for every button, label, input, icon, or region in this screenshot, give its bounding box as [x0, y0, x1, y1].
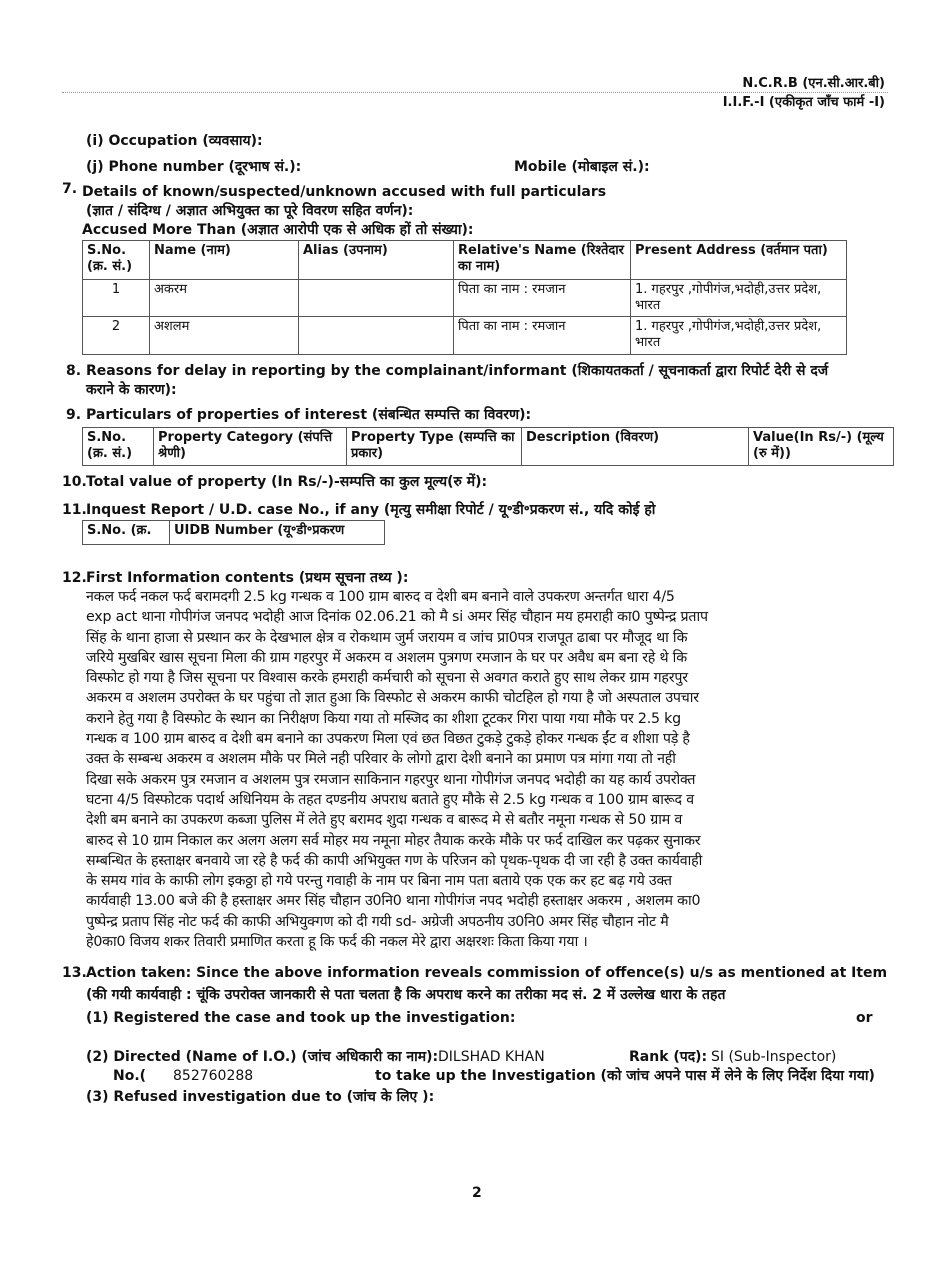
section7-subtitle: (ज्ञात / संदिग्ध / अज्ञात अभियुक्त का पूरे विवरण सहित वर्णन): — [86, 203, 414, 219]
fir-line: कराने हेतु गया है विस्फोट के स्थान का निरीक्षण किया गया तो मस्जिद का शीशा टूटकर गिरा पाया गया मौके पर 2.5 kg — [86, 710, 681, 727]
accused-sno: 2 — [83, 317, 150, 355]
action-item-3: (3) Refused investigation due to (जांच के लिए ): — [86, 1089, 435, 1105]
mobile-label: Mobile (मोबाइल सं.): — [514, 159, 650, 175]
property-header-type: Property Type (सम्पत्ति का प्रकार) — [347, 428, 522, 466]
section10-number: 10. — [62, 474, 87, 490]
or-label: or — [856, 1010, 873, 1026]
section8-number: 8. — [66, 363, 82, 379]
accused-header-relative: Relative's Name (रिश्तेदार का नाम) — [454, 241, 631, 280]
io-name: DILSHAD KHAN — [438, 1049, 545, 1065]
accused-table — [82, 240, 847, 355]
section13-title: Action taken: Since the above information reveals commission of offence(s) u/s as mentioned at Item — [86, 965, 888, 981]
accused-header-address: Present Address (वर्तमान पता) — [631, 241, 847, 280]
rank-value: SI (Sub-Inspector) — [711, 1049, 837, 1065]
fir-line: जरिये मुखबिर खास सूचना मिला की ग्राम गहरपुर में अकरम व अशलम पुत्रगण रमजान के घर पर अवैध बम बना रहे थे कि — [86, 649, 687, 666]
fir-line: पुष्पेन्द्र प्रताप सिंह नोट फर्द की काफी अभियुक्गण को दी गयी sd- अग्रेजी अपठनीय उ0नि0 अमर सिंह चौहान नोट मै — [86, 913, 669, 930]
section11-title: Inquest Report / U.D. case No., if any (मृत्यु समीक्षा रिपोर्ट / यू॰डी॰प्रकरण सं., यदि कोई हो — [86, 502, 656, 518]
occupation-label: (i) Occupation (व्यवसाय): — [86, 133, 263, 149]
no-label: No.( — [113, 1068, 147, 1084]
accused-sno: 1 — [83, 280, 150, 317]
phone-label: (j) Phone number (दूरभाष सं.): — [86, 159, 302, 175]
section10-title: Total value of property (In Rs/-)-सम्पत्ति का कुल मूल्य(रु में): — [86, 474, 488, 490]
fir-line: अकरम व अशलम उपरोक्त के घर पहुंचा तो ज्ञात हुआ कि विस्फोट से अकरम काफी चोटहिल हो गया है जो अस्पताल उपचार — [86, 690, 699, 707]
inquest-header-uidb: UIDB Number (यू॰डी॰प्रकरण — [170, 521, 385, 545]
section11-number: 11. — [62, 502, 87, 518]
fir-line: exp act थाना गोपीगंज जनपद भदोही आज दिनांक 02.06.21 को मै si अमर सिंह चौहान मय हमराही का0 पुष्पेन्द्र प्रताप — [86, 609, 708, 626]
table-row — [83, 317, 847, 355]
section7-title: Details of known/suspected/unknown accused with full particulars — [82, 184, 607, 200]
section13-subtitle: (की गयी कार्यवाही : चूंकि उपरोक्त जानकारी से पता चलता है कि अपराध करने का तरीका मद सं. 2 में उल्लेख धारा के तहत — [86, 987, 726, 1003]
property-header-description: Description (विवरण) — [522, 428, 749, 466]
section8-title: Reasons for delay in reporting by the complainant/informant (शिकायतकर्ता / सूचनाकर्ता द्वारा रिपोर्ट देरी से दर्ज — [86, 363, 829, 379]
fir-line: देशी बम बनाने का उपकरण कब्जा पुलिस में लेते हुए बरामद शुदा गन्धक व बारूद मे से बतौर नमूना गन्धक से 50 ग्राम व — [86, 812, 683, 829]
accused-header-sno: S.No.(क्र. सं.) — [83, 241, 150, 280]
fir-line: दिखा सके अकरम पुत्र रमजान व अशलम पुत्र रमजान साकिनान गहरपुर थाना गोपीगंज जनपद भदोही का यह कार्य उपरोक्त — [86, 771, 696, 788]
io-number: 852760288 — [173, 1068, 254, 1084]
fir-line: सम्बन्धित के हस्ताक्षर बनवाये जा रहे है फर्द की कापी अभियुक्त गण के परिजन को पृथक-पृथक दी जा रही है उक्त कार्यवाही — [86, 852, 703, 869]
section13-number: 13. — [62, 965, 87, 981]
table-row — [83, 280, 847, 317]
page-number: 2 — [472, 1185, 482, 1201]
accused-address: 1. गहरपुर ,गोपीगंज,भदोही,उत्तर प्रदेश, भारत — [631, 317, 847, 355]
fir-line: हे0का0 विजय शकर तिवारी प्रमाणित करता हू कि फर्द की नकल मेरे द्वारा अक्षरशः किता किया गया । — [86, 934, 588, 951]
property-header-category: Property Category (संपत्ति श्रेणी) — [154, 428, 347, 466]
fir-contents — [86, 587, 886, 952]
fir-line: उक्त के सम्बन्ध अकरम व अशलम मौके पर मिले नही परिवार के लोगो द्वारा देशी बनाने का प्रमाण पत्र मांगा गया तो नही — [86, 751, 676, 768]
fir-line: नकल फर्द नकल फर्द बरामदगी 2.5 kg गन्धक व 100 ग्राम बारुद व देशी बम बनाने वाले उपकरण अन्तर्गत धारा 4/5 — [86, 589, 675, 605]
accused-more-than: Accused More Than (अज्ञात आरोपी एक से अधिक हों तो संख्या): — [82, 222, 474, 238]
fir-line: विस्फोट हो गया है जिस सूचना पर विश्वास करके हमराही कर्मचारी को सूचना से अवगत कराते हुए साथ लेकर ग्राम गहरपुर — [86, 670, 688, 687]
fir-line: गन्धक व 100 ग्राम बारुद व देशी बम बनाने का उपकरण मिला एवं छत विछत टुकड़े टुकड़े होकर गन्धक ईंट व शीशा पड़े है — [86, 731, 690, 748]
section9-title: Particulars of properties of interest (संबन्धित सम्पत्ति का विवरण): — [86, 407, 532, 423]
property-header-value: Value(In Rs/-) (मूल्य (रु में)) — [749, 428, 894, 466]
property-table — [82, 427, 894, 466]
accused-header-alias: Alias (उपनाम) — [299, 241, 454, 280]
property-header-sno: S.No. (क्र. सं.) — [83, 428, 154, 466]
inquest-header-sno: S.No. (क्र. — [83, 521, 170, 545]
section8-title-cont: कराने के कारण): — [86, 382, 177, 398]
action-item-2: (2) Directed (Name of I.O.) (जांच अधिकारी का नाम): — [86, 1049, 439, 1065]
accused-alias — [299, 280, 454, 317]
fir-line: बारुद से 10 ग्राम निकाल कर अलग अलग सर्व मोहर मय नमूना मोहर तैयाक करके मौके पर फर्द दाखिल कर पढ़कर सुनाकर — [86, 832, 701, 849]
accused-alias — [299, 317, 454, 355]
accused-name: अकरम — [150, 280, 299, 317]
rank-label: Rank (पद): — [629, 1049, 708, 1065]
header-divider — [62, 92, 888, 93]
take-up-label: to take up the Investigation (को जांच अपने पास में लेने के लिए निर्देश दिया गया) — [375, 1068, 875, 1084]
section12-title: First Information contents (प्रथम सूचना तथ्य ): — [86, 570, 409, 586]
action-item-1: (1) Registered the case and took up the investigation: — [86, 1010, 516, 1026]
inquest-table — [82, 520, 385, 545]
form-label: I.I.F.-I (एकीकृत जाँच फार्म -I) — [722, 95, 885, 110]
accused-name: अशलम — [150, 317, 299, 355]
accused-address: 1. गहरपुर ,गोपीगंज,भदोही,उत्तर प्रदेश, भारत — [631, 280, 847, 317]
fir-line: घटना 4/5 विस्फोटक पदार्थ अधिनियम के तहत दण्डनीय अपराध बताते हुए मौके से 2.5 kg गन्धक व 100 ग्राम बारूद व — [86, 791, 694, 808]
section7-number: 7. — [62, 181, 78, 197]
accused-header-name: Name (नाम) — [150, 241, 299, 280]
accused-relative: पिता का नाम : रमजान — [454, 317, 631, 355]
section9-number: 9. — [66, 407, 82, 423]
section12-number: 12. — [62, 570, 87, 586]
fir-line: कार्यवाही 13.00 बजे की है हस्ताक्षर अमर सिंह चौहान उ0नि0 थाना गोपीगंज नपद भदोही हस्ताक्षर अकरम , अशलम का0 — [86, 893, 701, 910]
fir-line: के समय गांव के काफी लोग इकठ्ठा हो गये परन्तु गवाही के नाम पर बिना नाम पता बताये एक एक कर हट बढ़ गये उक्त — [86, 873, 672, 890]
accused-relative: पिता का नाम : रमजान — [454, 280, 631, 317]
ncrb-label: N.C.R.B (एन.सी.आर.बी) — [742, 76, 885, 91]
fir-line: सिंह के थाना हाजा से प्रस्थान कर के देखभाल क्षेत्र व रोकथाम जुर्म जरायम व जांच प्रा0पत्र राजपूत ढाबा पर मौजूद था कि — [86, 629, 688, 646]
